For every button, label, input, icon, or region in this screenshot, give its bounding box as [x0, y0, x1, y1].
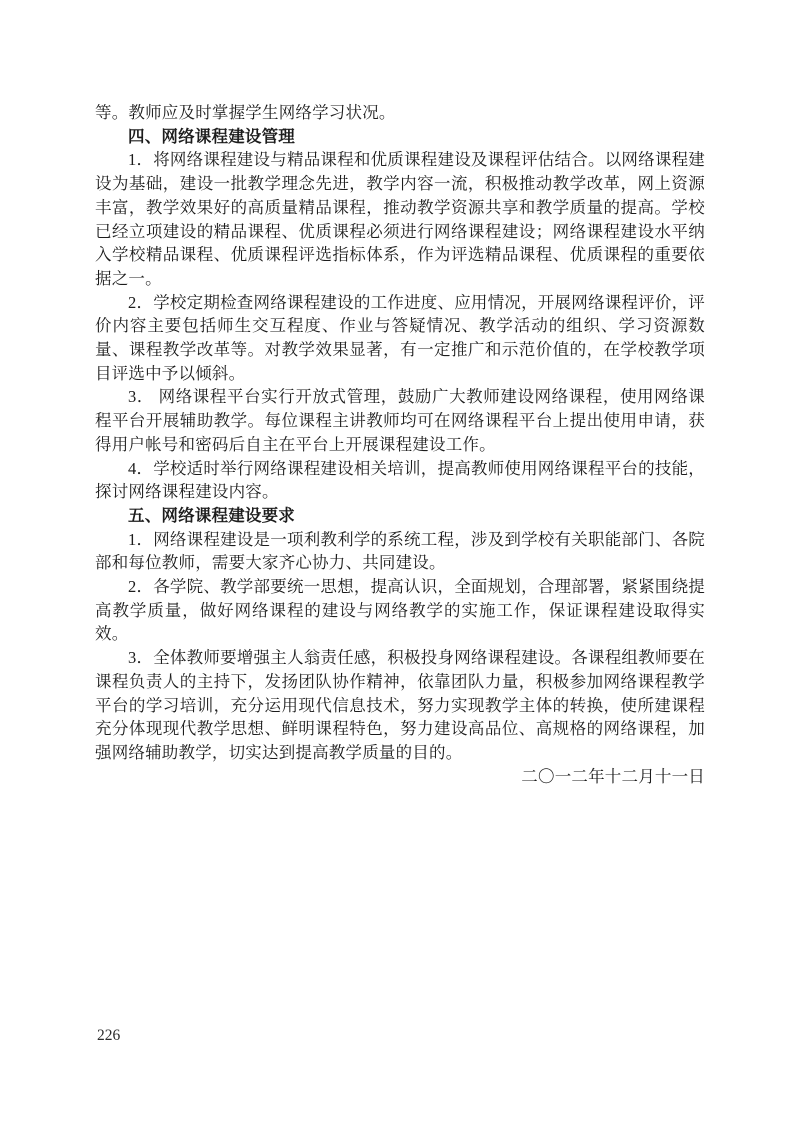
- section-5-paragraph-1: 1．网络课程建设是一项利教利学的系统工程，涉及到学校有关职能部门、各院部和每位教师，需要大家齐心协力、共同建设。: [95, 529, 705, 573]
- section-4-paragraph-4: 4．学校适时举行网络课程建设相关培训，提高教师使用网络课程平台的技能，探讨网络课程建设内容。: [95, 458, 705, 502]
- section-4-paragraph-1: 1．将网络课程建设与精品课程和优质课程建设及课程评估结合。以网络课程建设为基础，建设一批教学理念先进，教学内容一流，积极推动教学改革，网上资源丰富，教学效果好的高质量精品课程，推动教学资源共享和教学质量的提高。学校已经立项建设的精品课程、优质课程必须进行网络课程建设；网络课程建设水平纳入学校精品课程、优质课程评选指标体系，作为评选精品课程、优质课程的重要依据之一。: [95, 150, 705, 288]
- document-body: [95, 101, 705, 788]
- section-5-paragraph-3: 3．全体教师要增强主人翁责任感，积极投身网络课程建设。各课程组教师要在课程负责人的主持下，发扬团队协作精神，依靠团队力量，积极参加网络课程教学平台的学习培训，充分运用现代信息技术，努力实现教学主体的转换，使所建课程充分体现现代教学思想、鲜明课程特色，努力建设高品位、高规格的网络课程，加强网络辅助教学，切实达到提高教学质量的目的。: [95, 648, 705, 762]
- date-line: 二〇一二年十二月十一日: [521, 766, 705, 786]
- section-5-heading: 五、网络课程建设要求: [128, 505, 295, 525]
- section-4-heading: 四、网络课程建设管理: [128, 126, 295, 146]
- continuation-paragraph: 等。教师应及时掌握学生网络学习状况。: [95, 103, 396, 122]
- section-5-paragraph-2: 2．各学院、教学部要统一思想，提高认识，全面规划，合理部署，紧紧围绕提高教学质量，做好网络课程的建设与网络教学的实施工作，保证课程建设取得实效。: [95, 577, 705, 644]
- page-number: 226: [97, 1027, 121, 1044]
- section-4-paragraph-2: 2．学校定期检查网络课程建设的工作进度、应用情况，开展网络课程评价，评价内容主要包括师生交互程度、作业与答疑情况、教学活动的组织、学习资源数量、课程教学改革等。对教学效果显著，有一定推广和示范价值的，在学校教学项目评选中予以倾斜。: [95, 292, 705, 383]
- section-4-paragraph-3: 3． 网络课程平台实行开放式管理，鼓励广大教师建设网络课程，使用网络课程平台开展辅助教学。每位课程主讲教师均可在网络课程平台上提出使用申请，获得用户帐号和密码后自主在平台上开展课程建设工作。: [95, 387, 705, 454]
